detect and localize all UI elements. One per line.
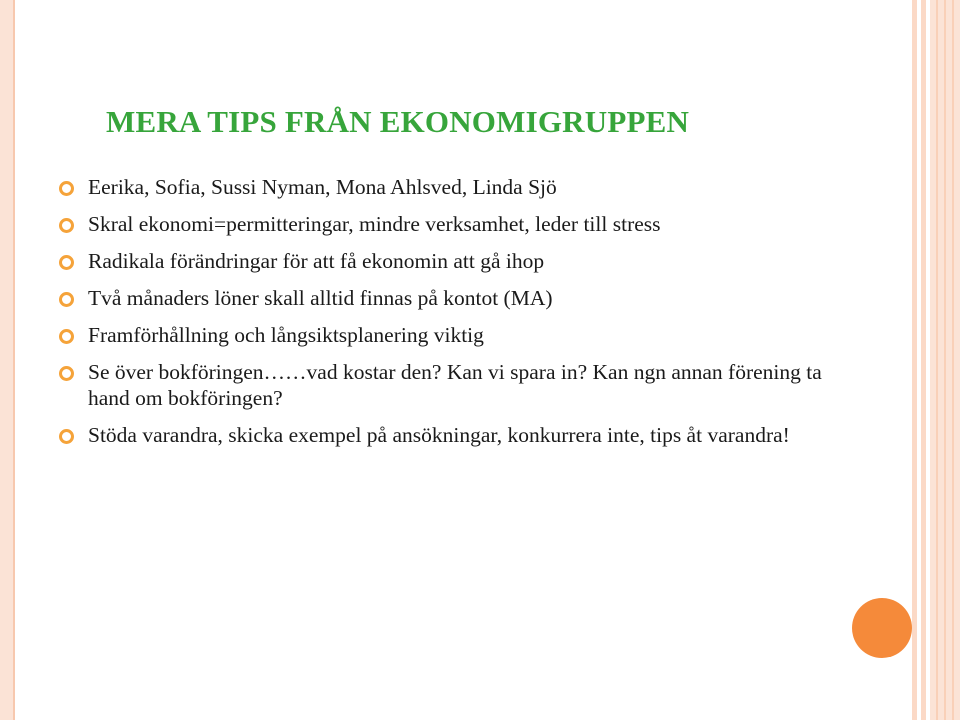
left-decor-line <box>13 0 15 720</box>
orange-circle-decor <box>852 598 912 658</box>
right-decor-stripe-2 <box>921 0 926 720</box>
ring-bullet-icon <box>59 429 74 444</box>
list-item <box>58 211 848 237</box>
left-decor-stripe <box>0 0 13 720</box>
ring-bullet-icon <box>59 366 74 381</box>
right-decor-line-2 <box>944 0 946 720</box>
ring-bullet-icon <box>59 329 74 344</box>
ring-bullet-icon <box>59 292 74 307</box>
bullet-text: Skral ekonomi=permitteringar, mindre verksamhet, leder till stress <box>88 212 661 236</box>
ring-bullet-icon <box>59 181 74 196</box>
right-decor-line-1 <box>936 0 938 720</box>
bullet-text: Framförhållning och långsiktsplanering viktig <box>88 323 484 347</box>
list-item <box>58 285 848 311</box>
bullet-text: Två månaders löner skall alltid finnas på kontot (MA) <box>88 286 553 310</box>
bullet-text: Stöda varandra, skicka exempel på ansökningar, konkurrera inte, tips åt varandra! <box>88 423 790 447</box>
ring-bullet-icon <box>59 218 74 233</box>
list-item <box>58 322 848 348</box>
bullet-text: Eerika, Sofia, Sussi Nyman, Mona Ahlsved, Linda Sjö <box>88 175 557 199</box>
bullet-text: Radikala förändringar för att få ekonomin att gå ihop <box>88 249 545 273</box>
slide-title: MERA TIPS FRÅN EKONOMIGRUPPEN <box>106 104 690 139</box>
bullet-text: Se över bokföringen……vad kostar den? Kan vi spara in? Kan ngn annan förening ta hand om bokföringen? <box>88 360 822 410</box>
bullet-list <box>58 174 848 459</box>
list-item <box>58 174 848 200</box>
ring-bullet-icon <box>59 255 74 270</box>
list-item <box>58 248 848 274</box>
right-decor-line-3 <box>952 0 954 720</box>
list-item <box>58 422 848 448</box>
list-item <box>58 359 848 411</box>
right-decor-stripe-1 <box>912 0 917 720</box>
